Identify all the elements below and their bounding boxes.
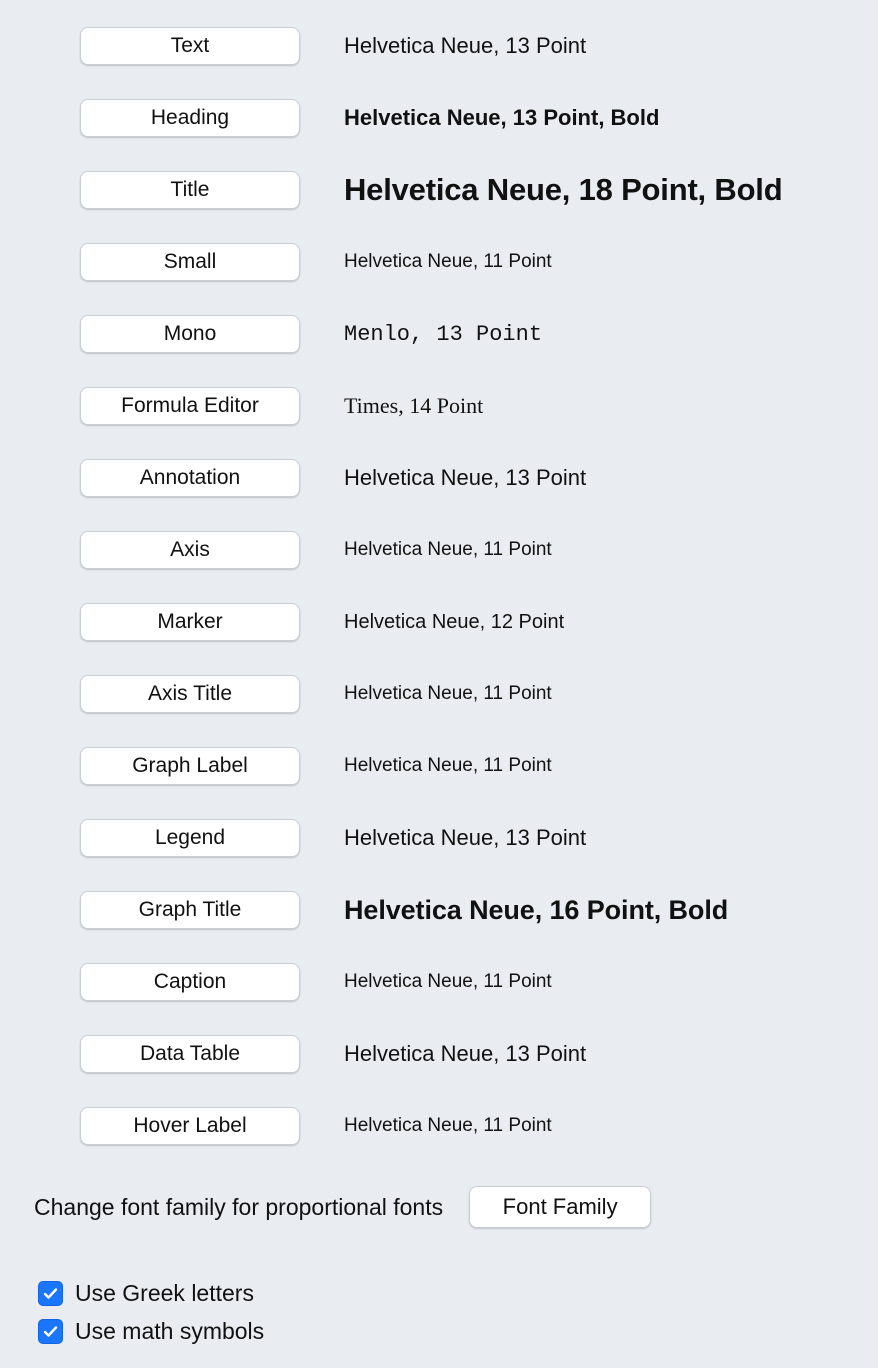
font-style-button[interactable]: Small (80, 243, 300, 281)
font-sample-cell (300, 971, 878, 993)
font-style-button[interactable]: Graph Title (80, 891, 300, 929)
font-style-button-cell (0, 171, 300, 209)
font-sample-text: Times, 14 Point (344, 393, 484, 418)
font-style-row (0, 946, 878, 1018)
font-style-row (0, 802, 878, 874)
font-style-button-cell (0, 819, 300, 857)
checkbox-label: Use math symbols (75, 1318, 265, 1344)
font-sample-text: Helvetica Neue, 11 Point (344, 1115, 552, 1136)
font-style-button[interactable]: Graph Label (80, 747, 300, 785)
font-sample-cell (300, 895, 878, 926)
checkbox-label: Use Greek letters (75, 1280, 254, 1306)
checkbox-checked-icon[interactable] (38, 1319, 63, 1344)
font-style-row (0, 514, 878, 586)
font-family-row (0, 1186, 878, 1228)
font-sample-cell (300, 33, 878, 59)
font-sample-cell (300, 393, 878, 419)
font-style-button-cell (0, 243, 300, 281)
font-style-row (0, 370, 878, 442)
font-style-button-cell (0, 1107, 300, 1145)
font-style-button[interactable]: Data Table (80, 1035, 300, 1073)
checkbox-row[interactable] (38, 1318, 264, 1345)
font-style-button-cell (0, 1035, 300, 1073)
font-sample-text: Helvetica Neue, 12 Point (344, 610, 565, 633)
font-style-button[interactable]: Axis (80, 531, 300, 569)
font-style-button[interactable]: Text (80, 27, 300, 65)
font-sample-text: Helvetica Neue, 11 Point (344, 971, 552, 992)
font-style-button-cell (0, 459, 300, 497)
font-style-button-cell (0, 747, 300, 785)
font-style-button[interactable]: Formula Editor (80, 387, 300, 425)
font-sample-text: Menlo, 13 Point (344, 321, 543, 347)
font-style-button-cell (0, 963, 300, 1001)
font-style-button[interactable]: Marker (80, 603, 300, 641)
font-style-button[interactable]: Heading (80, 99, 300, 137)
font-style-row (0, 442, 878, 514)
font-style-button-cell (0, 603, 300, 641)
font-style-button[interactable]: Hover Label (80, 1107, 300, 1145)
font-sample-cell (300, 825, 878, 851)
font-style-row (0, 226, 878, 298)
font-sample-text: Helvetica Neue, 16 Point, Bold (344, 894, 729, 925)
font-sample-cell (300, 539, 878, 561)
font-sample-cell (300, 755, 878, 777)
font-style-row (0, 10, 878, 82)
font-family-label: Change font family for proportional fonts (34, 1193, 444, 1220)
font-sample-text: Helvetica Neue, 11 Point (344, 755, 552, 776)
font-style-button[interactable]: Legend (80, 819, 300, 857)
font-sample-cell (300, 105, 878, 131)
font-sample-cell (300, 465, 878, 491)
font-sample-text: Helvetica Neue, 13 Point (344, 465, 587, 490)
checkbox-row[interactable] (38, 1280, 264, 1307)
font-style-button-cell (0, 387, 300, 425)
checkbox-checked-icon[interactable] (38, 1281, 63, 1306)
font-style-row (0, 874, 878, 946)
font-style-button[interactable]: Annotation (80, 459, 300, 497)
font-style-row (0, 154, 878, 226)
font-style-button[interactable]: Title (80, 171, 300, 209)
font-style-button-cell (0, 27, 300, 65)
font-sample-cell (300, 322, 878, 347)
font-style-button-cell (0, 531, 300, 569)
font-sample-cell (300, 172, 878, 208)
font-style-row (0, 586, 878, 658)
font-style-button[interactable]: Caption (80, 963, 300, 1001)
font-sample-text: Helvetica Neue, 18 Point, Bold (344, 172, 783, 207)
font-style-button[interactable]: Axis Title (80, 675, 300, 713)
font-sample-cell (300, 251, 878, 273)
font-style-button[interactable]: Mono (80, 315, 300, 353)
font-style-row (0, 658, 878, 730)
font-sample-cell (300, 1115, 878, 1137)
font-sample-text: Helvetica Neue, 13 Point, Bold (344, 105, 660, 130)
font-style-button-cell (0, 891, 300, 929)
font-style-row (0, 298, 878, 370)
checkbox-group (38, 1280, 264, 1356)
font-sample-text: Helvetica Neue, 13 Point (344, 825, 587, 850)
font-sample-cell (300, 611, 878, 634)
font-style-row (0, 82, 878, 154)
font-sample-text: Helvetica Neue, 13 Point (344, 1041, 587, 1066)
font-style-row (0, 1018, 878, 1090)
font-style-row (0, 1090, 878, 1162)
font-sample-text: Helvetica Neue, 11 Point (344, 683, 552, 704)
font-sample-text: Helvetica Neue, 11 Point (344, 251, 552, 272)
font-sample-text: Helvetica Neue, 13 Point (344, 33, 587, 58)
font-sample-text: Helvetica Neue, 11 Point (344, 539, 552, 560)
font-sample-cell (300, 1041, 878, 1067)
font-style-button-cell (0, 315, 300, 353)
font-family-button[interactable]: Font Family (469, 1186, 651, 1228)
font-sample-cell (300, 683, 878, 705)
font-style-button-cell (0, 675, 300, 713)
font-style-row (0, 730, 878, 802)
font-style-button-cell (0, 99, 300, 137)
